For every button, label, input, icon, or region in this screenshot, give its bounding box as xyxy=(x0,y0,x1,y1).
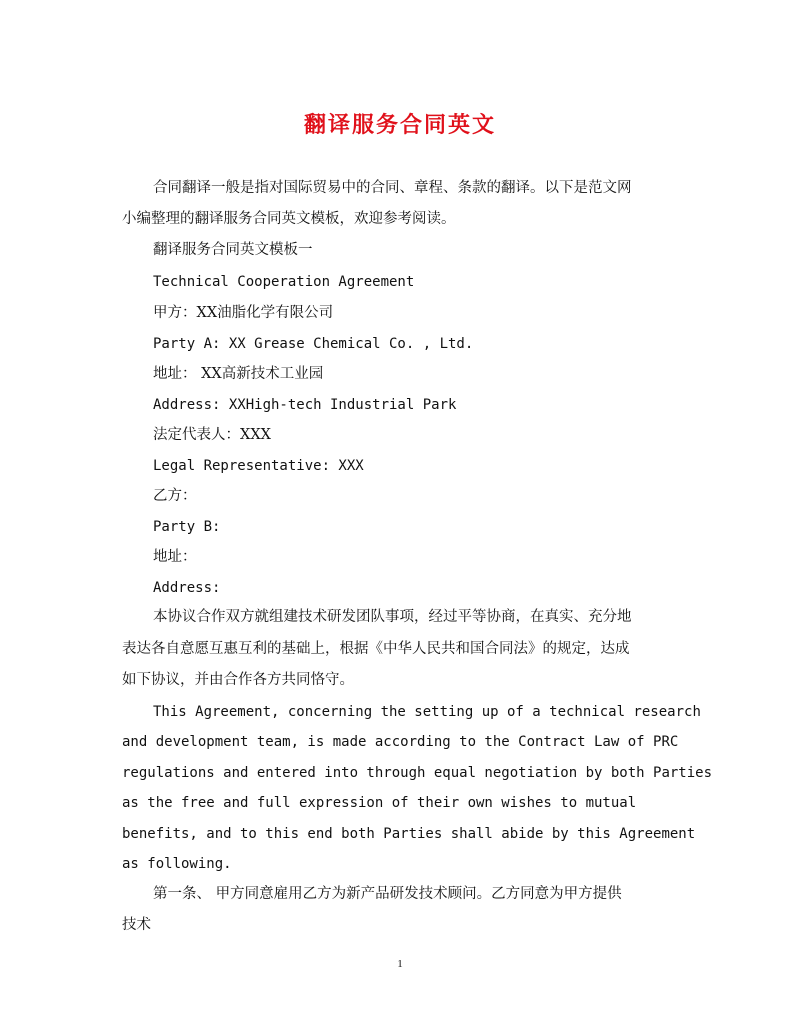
para-en-line-3: regulations and entered into through equal negotiation by both Parties xyxy=(122,765,713,781)
party-b-en: Party B: xyxy=(153,519,221,535)
para-cn-line-1: 本协议合作双方就组建技术研发团队事项，经过平等协商，在真实、充分地 xyxy=(153,609,632,625)
page-title: 翻译服务合同英文 xyxy=(303,113,496,138)
intro-line-2: 小编整理的翻译服务合同英文模板，欢迎参考阅读。 xyxy=(122,211,456,227)
para-en-line-6: as following. xyxy=(122,856,232,872)
article-1-line-2: 技术 xyxy=(122,917,151,933)
para-cn-line-3: 如下协议，并由合作各方共同恪守。 xyxy=(122,672,354,688)
address-b-cn: 地址： xyxy=(153,549,197,565)
address-a-en: Address: XXHigh-tech Industrial Park xyxy=(153,397,457,413)
para-en-line-5: benefits, and to this end both Parties shall abide by this Agreement xyxy=(122,826,696,842)
para-cn-line-2: 表达各自意愿互惠互利的基础上，根据《中华人民共和国合同法》的规定，达成 xyxy=(122,641,630,657)
para-en-line-1: This Agreement, concerning the setting up of a technical research xyxy=(153,704,701,720)
para-en-line-2: and development team, is made according to the Contract Law of PRC xyxy=(122,734,679,750)
address-a-cn: 地址： XX高新技术工业园 xyxy=(153,366,324,382)
agreement-title: Technical Cooperation Agreement xyxy=(153,274,415,290)
intro-line-1: 合同翻译一般是指对国际贸易中的合同、章程、条款的翻译。以下是范文网 xyxy=(153,180,632,196)
address-b-en: Address: xyxy=(153,580,221,596)
article-1-line-1: 第一条、 甲方同意雇用乙方为新产品研发技术顾问。乙方同意为甲方提供 xyxy=(153,886,622,902)
page-number: 1 xyxy=(397,958,403,970)
template-heading: 翻译服务合同英文模板一 xyxy=(153,242,313,258)
party-a-en: Party A: XX Grease Chemical Co. , Ltd. xyxy=(153,336,474,352)
legal-rep-en: Legal Representative: XXX xyxy=(153,458,364,474)
party-b-cn: 乙方： xyxy=(153,488,197,504)
legal-rep-cn: 法定代表人：XXX xyxy=(153,427,271,443)
para-en-line-4: as the free and full expression of their own wishes to mutual xyxy=(122,795,637,811)
party-a-cn: 甲方：XX油脂化学有限公司 xyxy=(153,305,334,321)
